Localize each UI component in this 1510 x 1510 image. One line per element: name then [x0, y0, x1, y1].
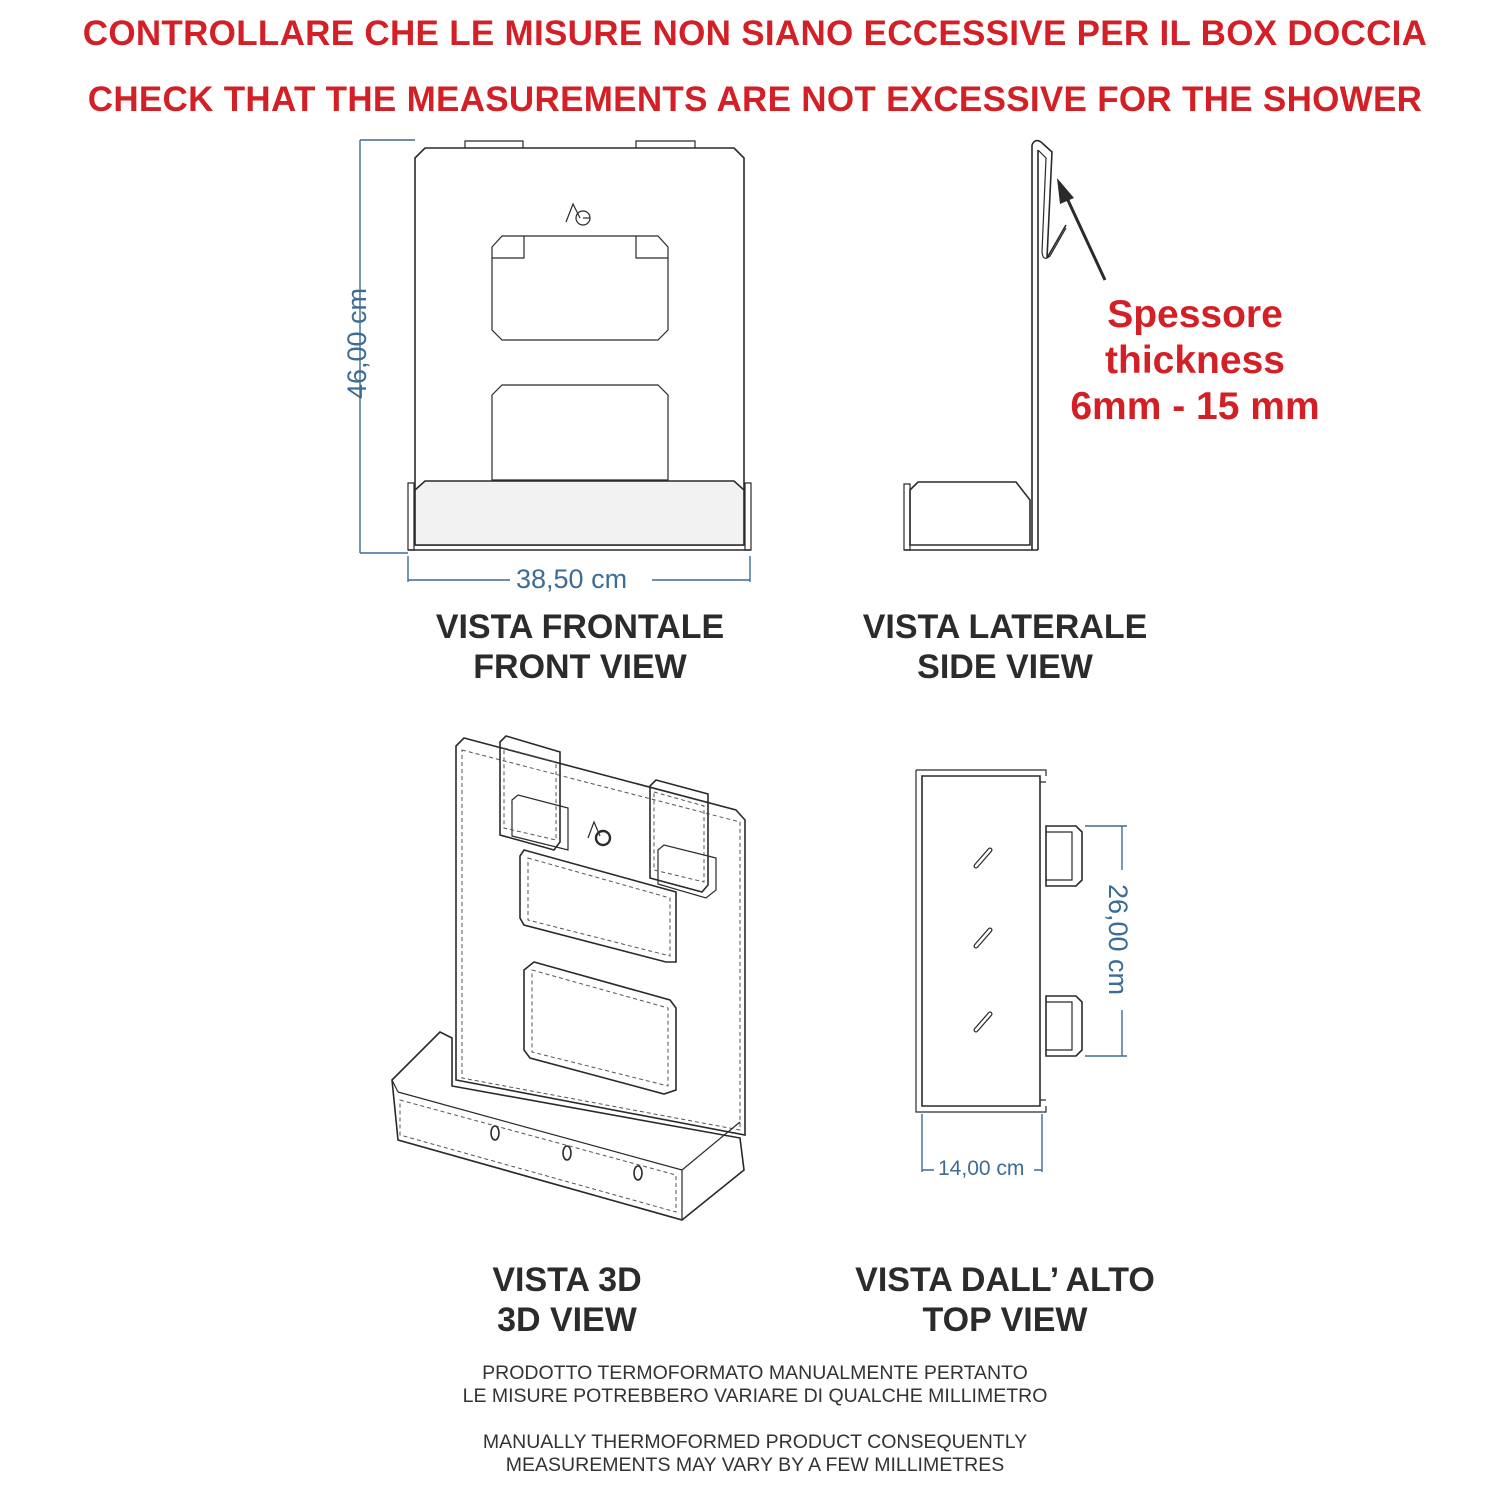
top-depth-label: 14,00 cm: [938, 1157, 1025, 1180]
caption-top-view: [805, 1260, 1205, 1340]
caption-side-en: SIDE VIEW: [917, 648, 1093, 686]
caption-side-it: VISTA LATERALE: [862, 608, 1148, 646]
caption-side-view: [825, 607, 1185, 687]
thickness-callout: [1040, 292, 1350, 430]
caption-top-it: VISTA DALL’ ALTO: [855, 1261, 1155, 1299]
footer-it-line1: PRODOTTO TERMOFORMATO MANUALMENTE PERTANTO: [482, 1362, 1028, 1384]
footer-note-english: [300, 1431, 1210, 1477]
footer-note-italian: [300, 1362, 1210, 1408]
footer-it-line2: LE MISURE POTREBBERO VARIARE DI QUALCHE MILLIMETRO: [462, 1385, 1048, 1407]
caption-top-en: TOP VIEW: [922, 1301, 1088, 1339]
warning-english: CHECK THAT THE MEASUREMENTS ARE NOT EXCESSIVE FOR THE SHOWER: [87, 80, 1423, 119]
front-height-label: 46,00 cm: [342, 287, 373, 400]
caption-3d-view: [387, 1260, 747, 1340]
footer-en-line2: MEASUREMENTS MAY VARY BY A FEW MILLIMETRES: [505, 1454, 1005, 1476]
caption-front-it: VISTA FRONTALE: [435, 608, 725, 646]
footer-en-line1: MANUALLY THERMOFORMED PRODUCT CONSEQUENTLY: [482, 1431, 1028, 1453]
thickness-range: 6mm - 15 mm: [1070, 385, 1320, 428]
thickness-en: thickness: [1105, 339, 1285, 382]
logo-ag-icon: [566, 204, 590, 225]
top-hook-spacing-label: 26,00 cm: [1103, 883, 1134, 996]
logo-ag-icon: [588, 822, 610, 845]
front-view-drawing: [360, 140, 751, 582]
caption-front-en: FRONT VIEW: [473, 648, 687, 686]
front-width-label: 38,50 cm: [516, 564, 628, 594]
top-view-drawing: [916, 770, 1127, 1172]
caption-3d-it: VISTA 3D: [492, 1261, 642, 1299]
warning-italian: CONTROLLARE CHE LE MISURE NON SIANO ECCESSIVE PER IL BOX DOCCIA: [82, 14, 1428, 53]
thickness-it: Spessore: [1107, 293, 1283, 336]
caption-front-view: [400, 607, 760, 687]
caption-3d-en: 3D VIEW: [497, 1301, 637, 1339]
3d-view-drawing: [392, 736, 745, 1220]
